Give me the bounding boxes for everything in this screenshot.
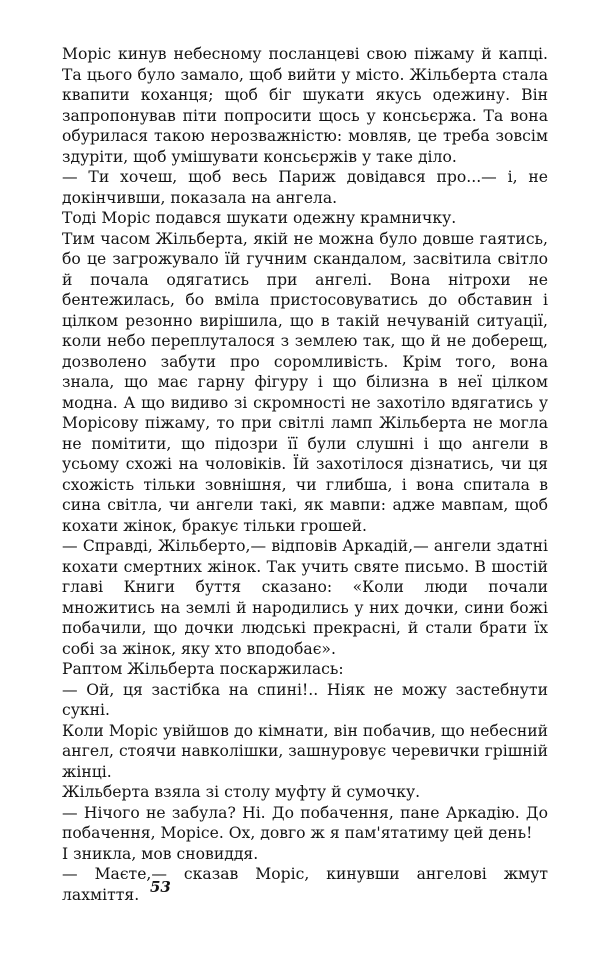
paragraph: — Справді, Жільберто,— відповів Аркадій,— ангели здатні кохати смертних жінок. Так учить святе письмо. В шостій главі Книги буття сказано: «Коли люди почали множитись на землі й народились у них дочки, сини божі побачили, що дочки людські прекрасні, й стали брати їх собі за жінок, яку хто вподобає».	[62, 537, 548, 658]
paragraph: — Ой, ця застібка на спині!.. Ніяк не можу застебнути сукні.	[62, 680, 548, 719]
paragraph: — Нічого не забула? Ні. До побачення, пане Аркадію. До побачення, Морісе. Ох, довго ж я пам'ятатиму цей день!	[62, 803, 548, 842]
paragraph: Раптом Жільберта поскаржилась:	[62, 660, 344, 678]
paragraph: І зникла, мов сновиддя.	[62, 844, 259, 863]
page-number: 53	[150, 878, 171, 896]
paragraph: Тим часом Жільберта, якій не можна було довше гаятись, бо це загрожувало їй гучним скандалом, засвітила світло й почала одягатись при ангелі. Вона нітрохи не бентежилась, бо вміла пристосовуватись до обставин і цілком резонно вирішила, що в такій нечуваній ситуації, коли небо переплуталося з землею так, що й не доберещ, дозволено забути про соромливість. Крім того, вона знала, що має гарну фігуру і що білизна в неї цілком модна. А що видиво зі скромності не захотіло вдягатись у Морісову піжаму, то при світлі ламп Жільберта не могла не помітити, що підозри її були слушні і що ангели в усьому схожі на чоловіків. Їй захотілося дізнатись, чи ця схожість тільки зовнішня, чи глибша, і вона спитала в сина світла, чи ангели такі, як мавпи: адже мавпам, щоб кохати жінок, бракує тільки грошей.	[62, 229, 548, 535]
paragraph: — Маєте,— сказав Моріс, кинувши ангелові жмут лахміття.	[62, 865, 548, 904]
paragraph: Жільберта взяла зі столу муфту й сумочку.	[62, 783, 421, 801]
paragraph: Коли Моріс увійшов до кімнати, він побачив, що небесний ангел, стоячи навколішки, зашнуровує черевички грішній жінці.	[62, 721, 548, 781]
paragraph: Моріс кинув небесному посланцеві свою піжаму й капці. Та цього було замало, щоб вийти у місто. Жільберта стала квапити коханця; щоб біг шукати якусь одежину. Він запропонував піти попросити щось у консьєржа. Та вона обурилася такою нерозважністю: мовляв, це треба зовсім здуріти, щоб умішувати консьєржів у таке діло.	[62, 45, 548, 166]
paragraph: — Ти хочеш, щоб весь Париж довідався про...— і, не докінчивши, показала на ангела.	[62, 168, 548, 207]
paragraph: Тоді Моріс подався шукати одежну крамничку.	[62, 209, 457, 227]
body-text	[62, 44, 548, 905]
